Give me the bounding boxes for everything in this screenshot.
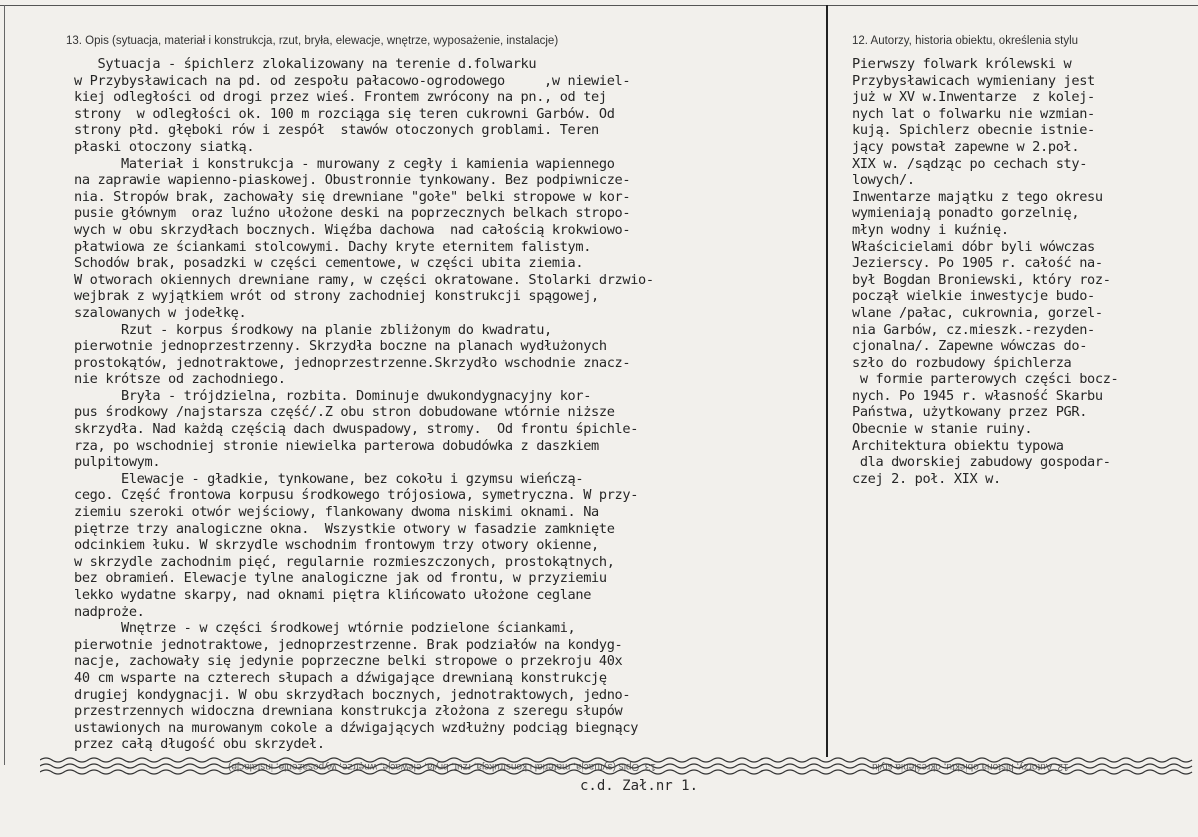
history-typed-text	[852, 56, 1194, 487]
description-line: nacje, zachowały się jedynie poprzeczne belki stropowe o przekroju 40x	[74, 653, 623, 670]
description-line: ustawionych na murowanym cokole a dźwigających wzdłużny podciąg biegnący	[74, 719, 639, 736]
left-border-line	[4, 5, 5, 765]
history-line: był Bogdan Broniewski, który roz-	[852, 271, 1111, 288]
description-typed-text	[74, 56, 826, 753]
description-line: rza, po wschodniej stronie niewielka parterowa dobudówka z daszkiem	[74, 437, 599, 454]
description-line: kiej odległości od drogi przez wieś. Frontem zwrócony na pn., od tej	[74, 89, 607, 106]
continuation-note: c.d. Zał.nr 1.	[580, 778, 699, 794]
description-line: szalowanych w jodełkę.	[74, 304, 247, 321]
history-line: wymieniają ponadto gorzelnię,	[852, 205, 1080, 222]
description-line: w Przybysławicach na pd. od zespołu pałacowo-ogrodowego ,w niewiel-	[74, 72, 631, 89]
history-line: cjonalna/. Zapewne wówczas do-	[852, 338, 1088, 355]
description-line: strony w odległości ok. 100 m rozciąga się teren cukrowni Garbów. Od	[74, 105, 615, 122]
description-line: nie krótsze od zachodniego.	[74, 371, 286, 388]
description-line: strony płd. głęboki rów i zespół stawów otoczonych groblami. Teren	[74, 122, 599, 139]
history-line: szło do rozbudowy śpichlerza	[852, 354, 1072, 371]
description-line: pulpitowym.	[74, 454, 161, 471]
mirrored-header-left: 13. Opis (sytuacja, materiał i konstrukcja, rzut, bryła, elewacje, wnętrze, wyposażenie, instalacje)	[228, 761, 656, 772]
description-line: pierwotnie jednotraktowe, jednoprzestrzenne. Brak podziałów na kondyg-	[74, 636, 623, 653]
description-line: piętrze trzy analogiczne okna. Wszystkie otwory w fasadzie zamknięte	[74, 520, 615, 537]
history-line: jący powstał zapewne w 2.poł.	[852, 138, 1080, 155]
description-line: pierwotnie jednoprzestrzenny. Skrzydła boczne na planach wydłużonych	[74, 338, 607, 355]
description-line: pusie głównym oraz luźno ułożone deski na poprzecznych belkach stropo-	[74, 205, 631, 222]
description-line: W otworach okiennych drewniane ramy, w części okratowane. Stolarki drzwio-	[74, 271, 654, 288]
description-line: odcinkiem łuku. W skrzydle wschodnim frontowym trzy otwory okienne,	[74, 537, 599, 554]
description-line: Rzut - korpus środkowy na planie zbliżonym do kwadratu,	[74, 321, 552, 338]
history-line: nych lat o folwarku nie wzmian-	[852, 105, 1095, 122]
history-line: młyn wodny i kuźnię.	[852, 221, 1009, 238]
description-line: w skrzydle zachodnim pięć, regularnie rozmieszczonych, prostokątnych,	[74, 553, 615, 570]
history-line: kują. Spichlerz obecnie istnie-	[852, 122, 1095, 139]
history-line: Pierwszy folwark królewski w	[852, 56, 1072, 72]
top-border-line	[0, 5, 1198, 6]
history-line: nych. Po 1945 r. własność Skarbu	[852, 387, 1103, 404]
history-line: Przybysławicach wymieniany jest	[852, 72, 1095, 89]
description-line: wejbrak z wyjątkiem wrót od strony zachodniej konstrukcji spągowej,	[74, 288, 599, 305]
description-line: skrzydła. Nad każdą częścią dach dwuspadowy, stromy. Od frontu śpichle-	[74, 421, 639, 438]
history-line: wlane /pałac, cukrownia, gorzel-	[852, 304, 1103, 321]
mirrored-header-right: 12. Autorzy, historia obiektu, określenia stylu	[872, 761, 1069, 772]
description-line: prostokątów, jednotraktowe, jednoprzestrzenne.Skrzydło wschodnie znacz-	[74, 354, 631, 371]
history-line: dla dworskiej zabudowy gospodar-	[852, 454, 1111, 471]
description-line: Bryła - trójdzielna, rozbita. Dominuje dwukondygnacyjny kor-	[74, 387, 592, 404]
description-line: płaski otoczony siatką.	[74, 138, 255, 155]
description-line: cego. Część frontowa korpusu środkowego trójosiowa, symetryczna. W przy-	[74, 487, 639, 504]
history-line: XIX w. /sądząc po cechach sty-	[852, 155, 1088, 172]
history-line: Architektura obiektu typowa	[852, 437, 1064, 454]
description-line: Elewacje - gładkie, tynkowane, bez cokołu i gzymsu wieńczą-	[74, 470, 584, 487]
description-line: na zaprawie wapienno-piaskowej. Obustronnie tynkowany. Bez podpiwnicze-	[74, 172, 631, 189]
description-line: drugiej kondygnacji. W obu skrzydłach bocznych, jednotraktowych, jedno-	[74, 686, 631, 703]
description-line: Schodów brak, posadzki w części cementowe, w części ubita ziemia.	[74, 255, 584, 272]
history-line: nia Garbów, cz.mieszk.-rezyden-	[852, 321, 1095, 338]
history-line: Właścicielami dóbr byli wówczas	[852, 238, 1095, 255]
column-divider	[826, 5, 828, 757]
history-line: Państwa, użytkowany przez PGR.	[852, 404, 1088, 421]
history-line: lowych/.	[852, 172, 915, 189]
description-line: Materiał i konstrukcja - murowany z cegły i kamienia wapiennego	[74, 155, 615, 172]
description-line: pus środkowy /najstarsza część/.Z obu stron dobudowane wtórnie niższe	[74, 404, 615, 421]
history-line: począł wielkie inwestycje budo-	[852, 288, 1095, 305]
description-line: lekko wydatne skarpy, nad oknami piętra klińcowato ułożone ceglane	[74, 587, 592, 603]
description-line: Sytuacja - śpichlerz zlokalizowany na terenie d.folwarku	[74, 56, 537, 72]
description-line: 40 cm wsparte na czterech słupach a dźwigające drewnianą konstrukcję	[74, 669, 607, 686]
description-line: ziemiu szeroki otwór wejściowy, flankowany dwoma niskimi oknami. Na	[74, 504, 599, 521]
description-line: przestrzennych widoczna drewniana konstrukcja złożona z szeregu słupów	[74, 703, 623, 720]
description-section-header: 13. Opis (sytuacja, materiał i konstrukcja, rzut, bryła, elewacje, wnętrze, wyposażenie, instalacje)	[66, 35, 559, 47]
description-line: bez obramień. Elewacje tylne analogiczne jak od frontu, w przyziemiu	[74, 570, 607, 587]
history-line: Jezierscy. Po 1905 r. całość na-	[852, 255, 1103, 272]
description-line: Wnętrze - w części środkowej wtórnie podzielone ściankami,	[74, 620, 576, 637]
history-line: już w XV w.Inwentarze z kolej-	[852, 89, 1095, 106]
description-line: nadproże.	[74, 603, 145, 620]
description-line: płatwiowa ze ściankami stolcowymi. Dachy kryte eternitem falistym.	[74, 238, 592, 255]
history-line: czej 2. poł. XIX w.	[852, 470, 1001, 487]
history-section-header: 12. Autorzy, historia obiektu, określenia stylu	[852, 35, 1079, 47]
history-line: w formie parterowych części bocz-	[852, 371, 1119, 388]
history-line: Obecnie w stanie ruiny.	[852, 421, 1033, 438]
description-line: nia. Stropów brak, zachowały się drewniane "gołe" belki stropowe w kor-	[74, 188, 631, 205]
description-line: wych w obu skrzydłach bocznych. Więźba dachowa nad całością krokwiowo-	[74, 221, 631, 238]
description-line: przez całą długość obu skrzydeł.	[74, 736, 325, 753]
history-line: Inwentarze majątku z tego okresu	[852, 188, 1103, 205]
